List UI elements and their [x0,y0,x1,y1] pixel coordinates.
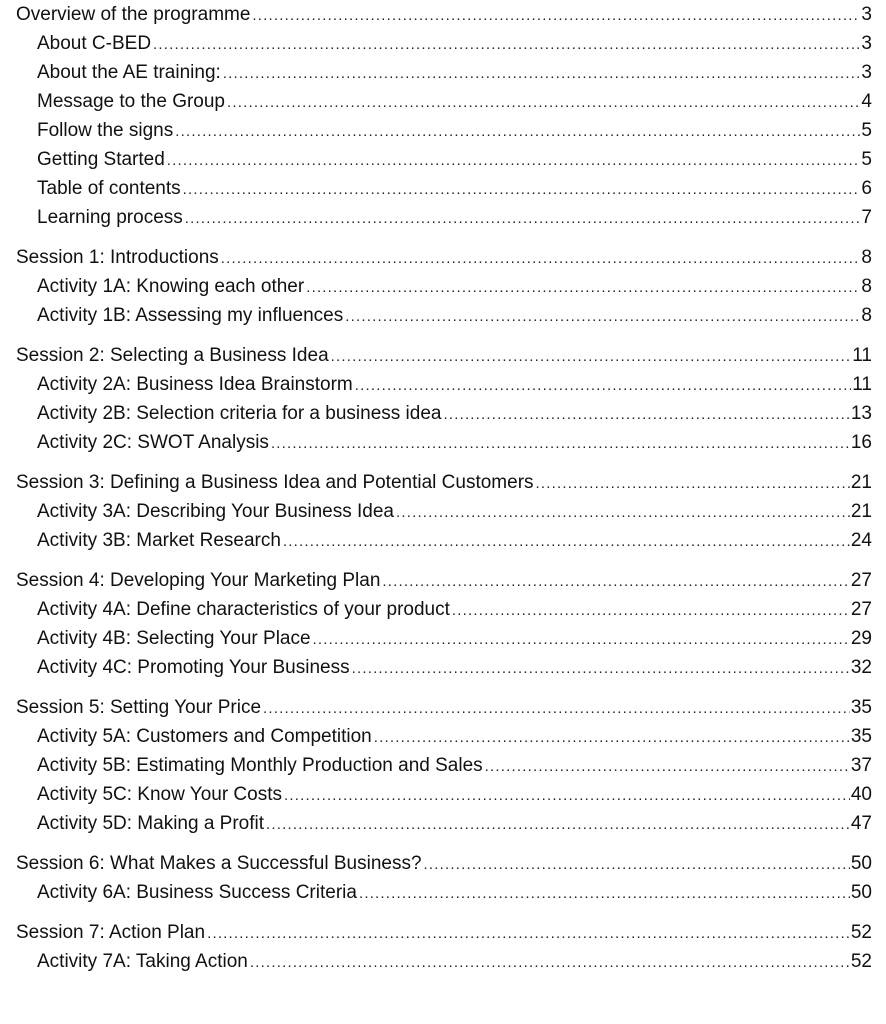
toc-entry-session[interactable] [0,918,886,947]
toc-entry-activity[interactable] [0,780,886,809]
toc-page-number: 24 [850,530,872,551]
toc-page-number: 47 [850,813,872,834]
toc-entry-activity[interactable] [0,526,886,555]
toc-page-number: 3 [861,33,872,54]
dot-leader [185,203,861,233]
toc-entry-title: Activity 4A: Define characteristics of your product [37,595,451,624]
toc-page-number: 13 [850,403,872,424]
dot-leader [345,301,860,331]
dot-leader [221,243,861,273]
toc-page-number: 7 [861,207,872,228]
toc-entry-session[interactable] [0,0,886,29]
toc-page-number: 11 [852,345,872,366]
toc-page-number: 16 [850,432,872,453]
toc-page-number: 21 [850,472,872,493]
toc-entry-title: Follow the signs [37,116,174,145]
toc-page-number: 21 [850,501,872,522]
toc-page-number: 52 [850,922,872,943]
toc-group-session-1 [0,243,886,330]
toc-group-overview [0,0,886,232]
toc-entry-session[interactable] [0,468,886,497]
dot-leader [266,809,850,839]
dot-leader [313,624,850,654]
dot-leader [207,918,850,948]
toc-page-number: 40 [850,784,872,805]
toc-group-session-7 [0,918,886,976]
toc-entry-activity[interactable] [0,370,886,399]
toc-page-number: 11 [852,374,872,395]
toc-entry-title: Table of contents [37,174,182,203]
toc-entry-subsection[interactable] [0,87,886,116]
toc-page-number: 52 [850,951,872,972]
toc-entry-activity[interactable] [0,653,886,682]
toc-entry-activity[interactable] [0,624,886,653]
toc-entry-subsection[interactable] [0,174,886,203]
dot-leader [306,272,860,302]
toc-entry-title: Session 5: Setting Your Price [16,693,262,722]
toc-page-number: 29 [850,628,872,649]
dot-leader [355,370,852,400]
toc-entry-session[interactable] [0,566,886,595]
toc-group-session-2 [0,341,886,457]
toc-entry-title: Session 7: Action Plan [16,918,206,947]
toc-entry-title: Activity 1B: Assessing my influences [37,301,344,330]
toc-page-number: 27 [850,570,872,591]
toc-entry-subsection[interactable] [0,116,886,145]
toc-group-session-5 [0,693,886,838]
dot-leader [283,526,850,556]
toc-entry-title: Learning process [37,203,184,232]
dot-leader [485,751,850,781]
dot-leader [359,878,850,908]
toc-entry-subsection[interactable] [0,203,886,232]
toc-entry-subsection[interactable] [0,58,886,87]
toc-entry-title: Activity 5D: Making a Profit [37,809,265,838]
toc-entry-subsection[interactable] [0,29,886,58]
dot-leader [382,566,849,596]
dot-leader [175,116,860,146]
toc-entry-title: About the AE training: [37,58,222,87]
dot-leader [284,780,850,810]
toc-entry-title: Activity 4C: Promoting Your Business [37,653,351,682]
dot-leader [536,468,850,498]
toc-entry-activity[interactable] [0,878,886,907]
toc-page-number: 5 [861,149,872,170]
toc-entry-activity[interactable] [0,751,886,780]
toc-entry-title: Activity 3A: Describing Your Business Idea [37,497,395,526]
toc-entry-activity[interactable] [0,497,886,526]
toc-entry-session[interactable] [0,693,886,722]
toc-page-number: 4 [861,91,872,112]
dot-leader [271,428,850,458]
toc-entry-activity[interactable] [0,947,886,976]
toc-page-number: 37 [850,755,872,776]
toc-page-number: 6 [861,178,872,199]
toc-page-number: 35 [850,697,872,718]
toc-page-number: 50 [850,882,872,903]
dot-leader [167,145,861,175]
toc-entry-title: Activity 2C: SWOT Analysis [37,428,270,457]
dot-leader [424,849,850,879]
toc-entry-activity[interactable] [0,428,886,457]
toc-entry-title: Overview of the programme [16,0,251,29]
toc-entry-title: Session 6: What Makes a Successful Business? [16,849,423,878]
toc-entry-activity[interactable] [0,809,886,838]
dot-leader [352,653,850,683]
toc-entry-session[interactable] [0,849,886,878]
toc-entry-title: Session 2: Selecting a Business Idea [16,341,330,370]
dot-leader [443,399,849,429]
toc-page-number: 3 [861,4,872,25]
toc-entry-title: Activity 7A: Taking Action [37,947,249,976]
toc-group-session-3 [0,468,886,555]
toc-group-session-6 [0,849,886,907]
toc-entry-title: Session 1: Introductions [16,243,220,272]
toc-page-number: 8 [861,305,872,326]
toc-entry-activity[interactable] [0,595,886,624]
toc-entry-title: Getting Started [37,145,166,174]
toc-entry-title: Activity 5B: Estimating Monthly Production and Sales [37,751,484,780]
toc-entry-title: Activity 2B: Selection criteria for a business idea [37,399,442,428]
dot-leader [374,722,850,752]
toc-entry-title: About C-BED [37,29,152,58]
dot-leader [396,497,850,527]
toc-entry-title: Activity 4B: Selecting Your Place [37,624,312,653]
toc-page-number: 32 [850,657,872,678]
toc-entry-subsection[interactable] [0,145,886,174]
toc-page-number: 50 [850,853,872,874]
toc-entry-activity[interactable] [0,722,886,751]
toc-entry-session[interactable] [0,341,886,370]
toc-entry-title: Session 4: Developing Your Marketing Plan [16,566,381,595]
toc-entry-title: Activity 1A: Knowing each other [37,272,305,301]
toc-page-number: 3 [861,62,872,83]
dot-leader [331,341,852,371]
toc-entry-activity[interactable] [0,272,886,301]
toc-entry-title: Activity 3B: Market Research [37,526,282,555]
dot-leader [223,58,861,88]
toc-entry-title: Activity 5A: Customers and Competition [37,722,373,751]
toc-entry-title: Session 3: Defining a Business Idea and Potential Customers [16,468,535,497]
dot-leader [153,29,860,59]
toc-page-number: 5 [861,120,872,141]
toc-page-number: 35 [850,726,872,747]
dot-leader [227,87,860,117]
dot-leader [250,947,850,977]
dot-leader [183,174,861,204]
toc-page-number: 27 [850,599,872,620]
dot-leader [263,693,850,723]
toc-page-number: 8 [861,276,872,297]
toc-entry-title: Activity 6A: Business Success Criteria [37,878,358,907]
dot-leader [252,0,860,30]
toc-entry-session[interactable] [0,243,886,272]
toc-entry-activity[interactable] [0,301,886,330]
toc-page-number: 8 [861,247,872,268]
toc-entry-title: Activity 5C: Know Your Costs [37,780,283,809]
dot-leader [452,595,850,625]
toc-entry-title: Message to the Group [37,87,226,116]
toc-entry-title: Activity 2A: Business Idea Brainstorm [37,370,354,399]
toc-group-session-4 [0,566,886,682]
toc-entry-activity[interactable] [0,399,886,428]
